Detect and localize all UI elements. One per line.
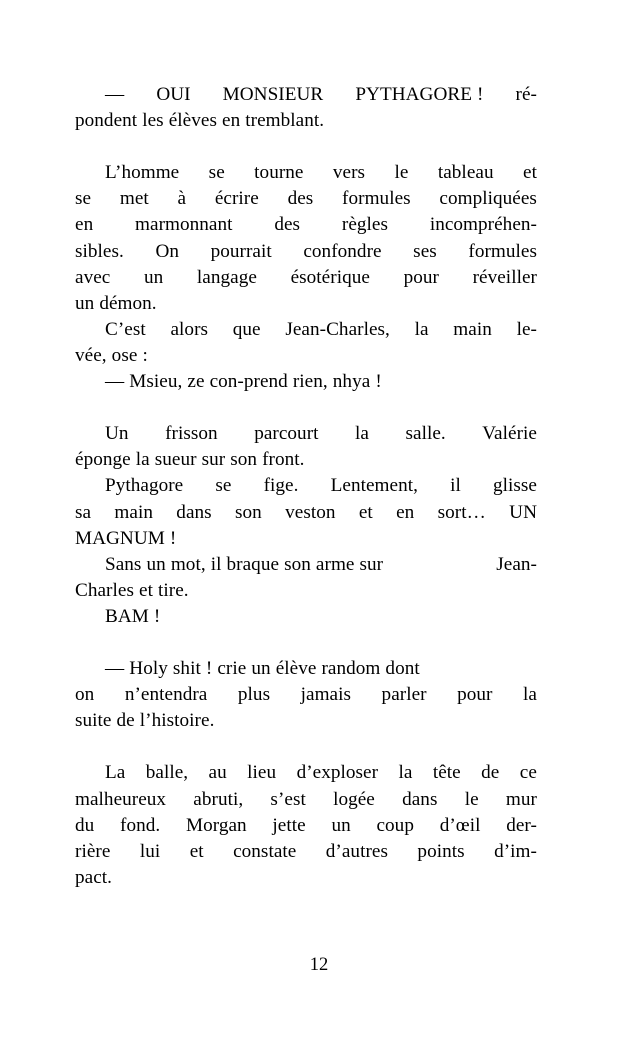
text-run: incompréhen- xyxy=(429,214,537,236)
text-run: et xyxy=(358,501,373,523)
text-line xyxy=(75,552,537,578)
text-line: Charles et tire. xyxy=(75,579,189,601)
text-run: La xyxy=(105,762,126,784)
paragraph-group xyxy=(75,421,537,630)
text-run: en xyxy=(75,214,94,236)
paragraph-group xyxy=(75,760,537,890)
text-run: ésotérique xyxy=(290,266,370,288)
text-run: vers xyxy=(332,162,366,184)
text-run: MONSIEUR xyxy=(222,84,324,105)
text-run: Valérie xyxy=(482,423,537,445)
text-run: tableau xyxy=(437,162,494,184)
text-run: règles xyxy=(341,214,388,236)
text-run: alors xyxy=(170,318,209,340)
text-run: se xyxy=(75,188,92,210)
text-run: dans xyxy=(176,501,212,523)
paragraph xyxy=(75,421,537,473)
text-run: la xyxy=(523,684,537,706)
text-line xyxy=(75,760,537,786)
text-run: pour xyxy=(457,684,493,706)
text-run: lieu xyxy=(247,762,277,784)
text-run: parler xyxy=(381,684,427,706)
text-run: compliquées xyxy=(439,188,537,210)
text-run: Morgan xyxy=(185,814,247,836)
text-run: dans xyxy=(402,788,438,810)
text-run: réveiller xyxy=(472,266,537,288)
text-run: sa xyxy=(75,501,92,523)
text-run: mur xyxy=(505,788,537,810)
text-run: Pythagore xyxy=(105,475,184,497)
text-run: veston xyxy=(285,501,336,523)
text-line: — Msieu, ze con-prend rien, nhya ! xyxy=(105,371,382,393)
text-line: MAGNUM ! xyxy=(75,527,177,549)
text-run: pour xyxy=(403,266,439,288)
text-run: que xyxy=(232,318,261,340)
text-run: constate xyxy=(233,840,297,862)
text-run: der- xyxy=(506,814,537,836)
text-run: sort… xyxy=(437,501,486,523)
text-run: le- xyxy=(516,318,537,340)
paragraph xyxy=(75,82,537,134)
paragraph-group xyxy=(75,82,537,134)
paragraph xyxy=(75,604,537,630)
text-run: parcourt xyxy=(254,423,319,445)
text-run: rière xyxy=(75,840,111,862)
paragraph xyxy=(75,160,537,317)
paragraph-group xyxy=(75,656,537,734)
text-run: PYTHAGORE ! xyxy=(355,84,484,105)
text-run: à xyxy=(177,188,187,210)
text-line xyxy=(75,839,537,865)
text-run: UN xyxy=(509,501,537,523)
text-run: formules xyxy=(342,188,411,210)
text-line: pact. xyxy=(75,866,113,888)
text-run: balle, xyxy=(145,762,189,784)
text-run: tourne xyxy=(254,162,304,184)
text-run: le xyxy=(464,788,479,810)
text-run: points xyxy=(417,840,465,862)
text-line xyxy=(75,682,537,708)
text-run: et xyxy=(523,162,537,184)
text-run: L’homme xyxy=(105,162,180,184)
page-number: 12 xyxy=(309,955,329,975)
text-run: plus xyxy=(237,684,271,706)
text-run: et xyxy=(189,840,204,862)
text-run: Jean- xyxy=(496,553,537,575)
text-run: ses xyxy=(413,240,437,262)
text-run: Un xyxy=(105,423,129,445)
text-run: écrire xyxy=(214,188,259,210)
text-run: fond. xyxy=(120,814,161,836)
text-run: des xyxy=(287,188,314,210)
text-run: un xyxy=(143,266,164,288)
text-run: On xyxy=(155,240,180,262)
paragraph xyxy=(75,369,537,395)
text-line: — Holy shit ! crie un élève random dont xyxy=(105,658,420,680)
text-run: il xyxy=(450,475,461,497)
text-run: met xyxy=(119,188,149,210)
paragraph xyxy=(75,552,537,604)
text-line: BAM ! xyxy=(105,605,161,627)
text-run: la xyxy=(355,423,369,445)
text-run: se xyxy=(215,475,232,497)
text-run: se xyxy=(208,162,225,184)
text-run: la xyxy=(414,318,429,340)
text-run: OUI xyxy=(156,84,191,105)
text-run: Jean-Charles, xyxy=(285,318,390,340)
text-run: d’autres xyxy=(325,840,388,862)
text-run: jamais xyxy=(300,684,352,706)
text-run: logée xyxy=(333,788,375,810)
text-run: formules xyxy=(468,240,537,262)
text-run: d’im- xyxy=(494,840,537,862)
text-line xyxy=(75,787,537,813)
text-run: du xyxy=(75,814,95,836)
text-run: langage xyxy=(196,266,257,288)
text-run: glisse xyxy=(492,475,537,497)
text-run: main xyxy=(114,501,153,523)
text-run: coup xyxy=(376,814,414,836)
text-run: salle. xyxy=(405,423,446,445)
text-run: au xyxy=(208,762,227,784)
text-run: Lentement, xyxy=(330,475,418,497)
text-run: tête xyxy=(432,762,461,784)
text-run: avec xyxy=(75,266,111,288)
text-run: de xyxy=(481,762,500,784)
text-run: main xyxy=(453,318,492,340)
paragraph xyxy=(75,656,537,734)
text-run: des xyxy=(274,214,301,236)
text-run: frisson xyxy=(165,423,218,445)
text-run: — xyxy=(105,84,125,105)
text-line xyxy=(75,473,537,499)
text-run: on xyxy=(75,684,95,706)
text-line: vée, ose : xyxy=(75,344,148,366)
text-run: C’est xyxy=(105,318,146,340)
text-run: le xyxy=(394,162,409,184)
text-run: d’exploser xyxy=(296,762,379,784)
text-run: pourrait xyxy=(210,240,272,262)
text-line xyxy=(75,421,537,447)
text-line: pondent les élèves en tremblant. xyxy=(75,110,325,132)
text-run: Sans un mot, il braque son arme sur xyxy=(105,553,384,575)
text-run: fige. xyxy=(263,475,299,497)
text-run: ré- xyxy=(515,84,537,105)
text-line xyxy=(75,212,537,238)
text-run: abruti, xyxy=(193,788,244,810)
text-line xyxy=(75,265,537,291)
text-run: n’entendra xyxy=(124,684,208,706)
text-line xyxy=(75,82,537,108)
text-run: son xyxy=(234,501,262,523)
text-run: en xyxy=(396,501,415,523)
paragraph xyxy=(75,473,537,551)
text-line: un démon. xyxy=(75,292,157,314)
text-run: confondre xyxy=(303,240,382,262)
text-line xyxy=(75,317,537,343)
text-run: lui xyxy=(139,840,161,862)
text-line xyxy=(75,500,537,526)
text-run: jette xyxy=(272,814,306,836)
text-line: suite de l’histoire. xyxy=(75,710,215,732)
text-line xyxy=(75,239,537,265)
text-run: malheureux xyxy=(75,788,167,810)
paragraph-group xyxy=(75,160,537,395)
text-line: éponge la sueur sur son front. xyxy=(75,449,305,471)
text-line xyxy=(75,813,537,839)
text-run: un xyxy=(331,814,351,836)
paragraph xyxy=(75,317,537,369)
text-run: ce xyxy=(519,762,537,784)
text-run: s’est xyxy=(270,788,306,810)
page-text-block xyxy=(75,82,537,891)
text-run: marmonnant xyxy=(135,214,233,236)
text-run: la xyxy=(398,762,413,784)
paragraph xyxy=(75,760,537,890)
text-line xyxy=(75,160,537,186)
text-run: d’œil xyxy=(439,814,481,836)
text-run: sibles. xyxy=(75,240,124,262)
text-line xyxy=(75,186,537,212)
